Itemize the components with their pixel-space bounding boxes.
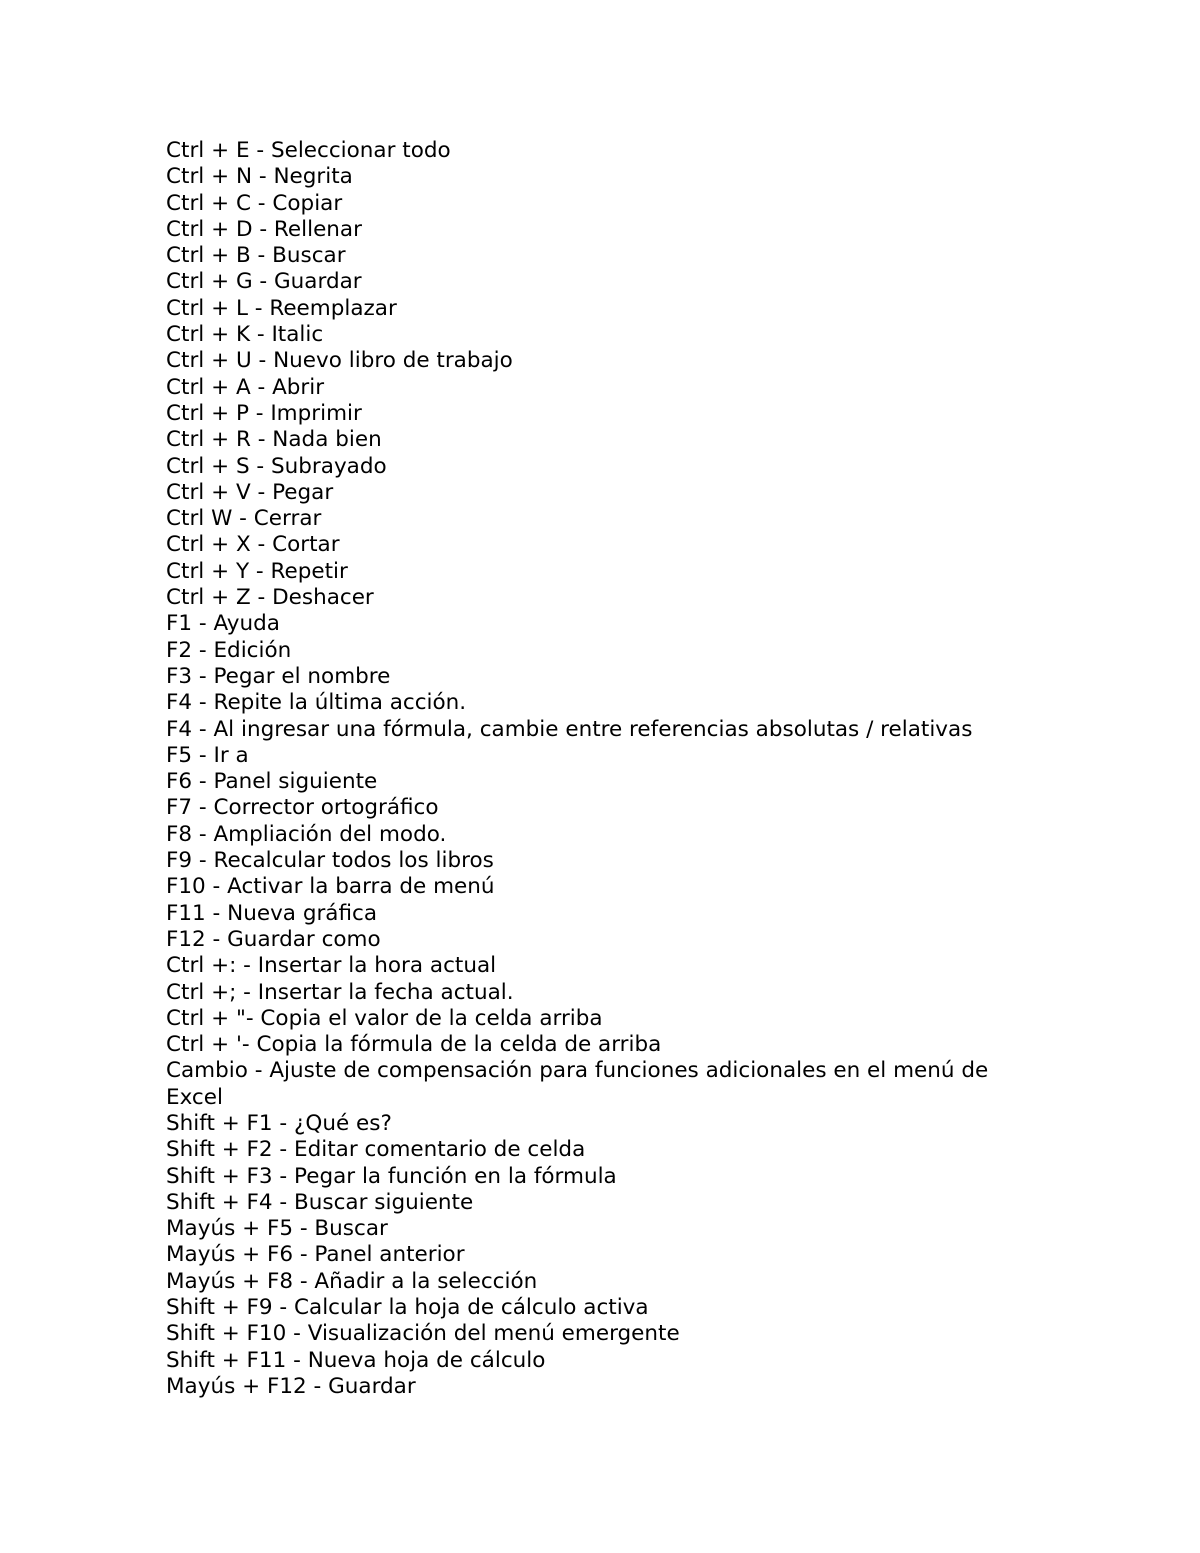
list-item: Shift + F1 - ¿Qué es?: [166, 1110, 392, 1136]
list-item: F4 - Al ingresar una fórmula, cambie entre referencias absolutas / relativas: [166, 716, 973, 742]
list-item: Ctrl + G - Guardar: [166, 269, 362, 295]
list-item: Ctrl + C - Copiar: [166, 190, 343, 216]
list-item: Mayús + F5 - Buscar: [166, 1216, 388, 1242]
list-item: F12 - Guardar como: [166, 926, 381, 952]
list-item: Ctrl + Y - Repetir: [166, 558, 348, 584]
list-item: F10 - Activar la barra de menú: [166, 874, 495, 900]
list-item: Mayús + F12 - Guardar: [166, 1373, 416, 1399]
list-item: Ctrl + K - Italic: [166, 322, 324, 348]
list-item: Ctrl + P - Imprimir: [166, 400, 362, 426]
list-item: F9 - Recalcular todos los libros: [166, 848, 494, 874]
list-item: Ctrl + U - Nuevo libro de trabajo: [166, 348, 513, 374]
list-item: Ctrl + L - Reemplazar: [166, 295, 397, 321]
list-item: F11 - Nueva gráfica: [166, 900, 378, 926]
list-item: Mayús + F8 - Añadir a la selección: [166, 1268, 538, 1294]
list-item: Excel: [166, 1084, 223, 1110]
shortcut-list: [166, 138, 1046, 1400]
list-item: Shift + F2 - Editar comentario de celda: [166, 1137, 586, 1163]
list-item: Ctrl + "- Copia el valor de la celda arriba: [166, 1005, 603, 1031]
list-item: Shift + F4 - Buscar siguiente: [166, 1189, 474, 1215]
list-item: Ctrl + Z - Deshacer: [166, 585, 374, 611]
list-item: F3 - Pegar el nombre: [166, 663, 391, 689]
list-item: Shift + F11 - Nueva hoja de cálculo: [166, 1347, 546, 1373]
list-item: F6 - Panel siguiente: [166, 769, 378, 795]
list-item: Ctrl + V - Pegar: [166, 479, 334, 505]
list-item: F1 - Ayuda: [166, 611, 280, 637]
list-item: Shift + F9 - Calcular la hoja de cálculo activa: [166, 1295, 649, 1321]
list-item: F2 - Edición: [166, 637, 292, 663]
list-item: Ctrl + S - Subrayado: [166, 453, 387, 479]
list-item: Ctrl + E - Seleccionar todo: [166, 138, 451, 163]
list-item: F4 - Repite la última acción.: [166, 690, 467, 716]
list-item: Ctrl + R - Nada bien: [166, 427, 382, 453]
list-item: Ctrl + B - Buscar: [166, 243, 346, 269]
list-item: Shift + F3 - Pegar la función en la fórmula: [166, 1163, 617, 1189]
list-item: F5 - Ir a: [166, 742, 249, 768]
list-item: Mayús + F6 - Panel anterior: [166, 1242, 465, 1268]
list-item: F7 - Corrector ortográfico: [166, 795, 439, 821]
list-item: Cambio - Ajuste de compensación para funciones adicionales en el menú de: [166, 1058, 989, 1084]
list-item: Shift + F10 - Visualización del menú emergente: [166, 1321, 680, 1347]
list-item: Ctrl + A - Abrir: [166, 374, 325, 400]
list-item: Ctrl + X - Cortar: [166, 532, 340, 558]
list-item: Ctrl + D - Rellenar: [166, 216, 362, 242]
list-item: F8 - Ampliación del modo.: [166, 821, 447, 847]
list-item: Ctrl +; - Insertar la fecha actual.: [166, 979, 514, 1005]
list-item: Ctrl W - Cerrar: [166, 506, 322, 532]
list-item: Ctrl + '- Copia la fórmula de la celda de arriba: [166, 1032, 662, 1058]
list-item: Ctrl + N - Negrita: [166, 164, 353, 190]
list-item: Ctrl +: - Insertar la hora actual: [166, 953, 497, 979]
